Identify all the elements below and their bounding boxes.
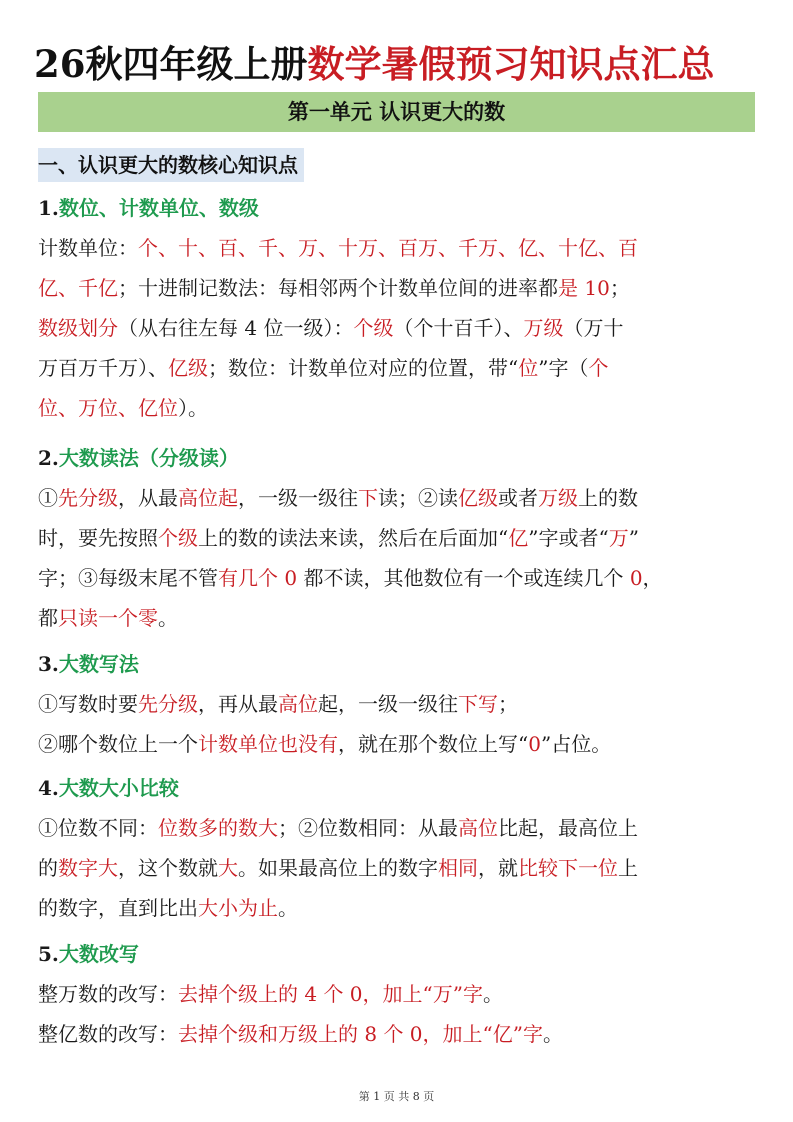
text-span: ）。	[178, 396, 208, 420]
text-span: ②哪个数位上一个	[38, 732, 198, 756]
point-5-line-2	[38, 1014, 758, 1054]
text-span: 先分级	[138, 692, 198, 716]
point-2-line-2	[38, 518, 758, 558]
text-span: 数字大	[58, 856, 118, 880]
text-span: 整亿数的改写：	[38, 1022, 178, 1046]
point-1-line-4	[38, 348, 758, 388]
point-2	[38, 438, 758, 638]
text-span: 字；③每级末尾不管	[38, 566, 218, 590]
unit-title-bar: 第一单元 认识更大的数	[38, 92, 755, 132]
text-span: 高位	[458, 816, 498, 840]
page-footer: 第 1 页 共 8 页	[358, 1090, 435, 1103]
point-3	[38, 644, 758, 764]
point-4-line-1	[38, 808, 758, 848]
text-span: 比起，最高位上	[498, 816, 638, 840]
text-span: 亿	[508, 526, 529, 550]
text-span: ，这个数就	[118, 856, 218, 880]
text-span: 位	[518, 356, 539, 380]
text-span: 大数大小比较	[58, 776, 179, 800]
text-span: 高位	[278, 692, 318, 716]
text-span: 大	[218, 856, 238, 880]
point-3-heading	[38, 644, 758, 684]
text-span: ，	[642, 566, 663, 590]
title-part-subject: 数学暑假预习知识点汇总	[307, 42, 715, 86]
text-span: 是 10	[558, 276, 610, 300]
point-1-heading	[38, 188, 758, 228]
text-span: 大数读法（分级读）	[58, 446, 239, 470]
text-span: 计数单位：	[38, 236, 138, 260]
point-3-line-2	[38, 724, 758, 764]
text-span: ，从最	[118, 486, 178, 510]
text-span: 3.	[38, 652, 59, 676]
text-span: 起，一级一级往	[318, 692, 458, 716]
text-span: 读；②读	[378, 486, 458, 510]
text-span: ①写数时要	[38, 692, 138, 716]
point-2-heading	[38, 438, 758, 478]
text-span: 万百万千万）、	[38, 356, 168, 380]
text-span: ，再从最	[198, 692, 278, 716]
text-span: 个级	[158, 526, 198, 550]
text-span: 位数多的数大	[158, 816, 278, 840]
point-5-line-1	[38, 974, 758, 1014]
text-span: 去掉个级上的 4 个 0，加上“万”字	[178, 982, 483, 1006]
text-span: ，就在那个数位上写“	[338, 732, 529, 756]
text-span: ；数位：计数单位对应的位置，带“	[208, 356, 519, 380]
title-part-grade: 26秋四年级上册	[34, 42, 308, 86]
text-span: 上的数	[578, 486, 638, 510]
text-span: 大小为止	[198, 896, 278, 920]
text-span: 只读一个零	[58, 606, 158, 630]
text-span: 去掉个级和万级上的 8 个 0，加上“亿”字	[178, 1022, 543, 1046]
point-5	[38, 934, 758, 1054]
text-span: ①位数不同：	[38, 816, 158, 840]
text-span: 都	[38, 606, 58, 630]
text-span: 。	[542, 1022, 563, 1046]
point-2-line-1	[38, 478, 758, 518]
text-span: ”	[628, 526, 639, 550]
point-5-heading	[38, 934, 758, 974]
text-span: 万级	[523, 316, 564, 340]
text-span: ”占位。	[540, 732, 612, 756]
text-span: 。	[158, 606, 178, 630]
text-span: 上	[618, 856, 638, 880]
text-span: ；	[498, 692, 518, 716]
text-span: 有几个 0	[218, 566, 298, 590]
text-span: 4.	[38, 776, 59, 800]
text-span: 先分级	[58, 486, 118, 510]
point-4-heading	[38, 768, 758, 808]
point-1-line-2	[38, 268, 758, 308]
text-span: 比较下一位	[518, 856, 618, 880]
text-span: ；十进制记数法：每相邻两个计数单位间的进率都	[118, 276, 558, 300]
point-1-line-5	[38, 388, 758, 428]
text-span: 位、万位、亿位	[38, 396, 178, 420]
text-span: 高位起	[178, 486, 238, 510]
text-span: ；	[609, 276, 630, 300]
text-span: 个级	[353, 316, 394, 340]
text-span: 个	[588, 356, 609, 380]
point-2-line-3	[38, 558, 758, 598]
text-span: ，就	[478, 856, 518, 880]
text-span: ①	[38, 486, 58, 510]
text-span: 下写	[458, 692, 498, 716]
text-span: 。如果最高位上的数字	[238, 856, 438, 880]
text-span: 相同	[438, 856, 478, 880]
point-3-line-1	[38, 684, 758, 724]
page-title	[34, 38, 764, 90]
text-span: 大数改写	[58, 942, 139, 966]
text-span: （个十百千）、	[393, 316, 524, 340]
text-span: 5.	[38, 942, 59, 966]
text-span: 上的数的读法来读，然后在后面加“	[198, 526, 509, 550]
point-4-line-2	[38, 848, 758, 888]
text-span: 。	[482, 982, 503, 1006]
point-1-line-1	[38, 228, 758, 268]
text-span: ”字（	[538, 356, 589, 380]
text-span: 2.	[38, 446, 59, 470]
text-span: ；②位数相同：从最	[278, 816, 458, 840]
section-heading: 一、认识更大的数核心知识点	[38, 148, 304, 182]
text-span: ，一级一级往	[238, 486, 358, 510]
text-span: 0	[528, 732, 541, 756]
text-span: 亿、千亿	[38, 276, 118, 300]
text-span: 计数单位也没有	[198, 732, 338, 756]
text-span: （万十	[563, 316, 624, 340]
point-4	[38, 768, 758, 928]
text-span: 整万数的改写：	[38, 982, 178, 1006]
text-span: （从右往左每 4 位一级）：	[118, 316, 354, 340]
text-span: 大数写法	[58, 652, 139, 676]
text-span: 亿级	[168, 356, 208, 380]
text-span: 个、十、百、千、万、十万、百万、千万、亿、十亿、百	[138, 236, 638, 260]
text-span: 下	[358, 486, 378, 510]
point-4-line-3	[38, 888, 758, 928]
text-span: 亿级	[458, 486, 498, 510]
text-span: 都不读，其他数位有一个或连续几个	[297, 566, 630, 590]
text-span: 的	[38, 856, 58, 880]
text-span: ”字或者“	[528, 526, 609, 550]
point-2-line-4	[38, 598, 758, 638]
text-span: 万	[608, 526, 629, 550]
text-span: 时，要先按照	[38, 526, 158, 550]
text-span: 万级	[538, 486, 578, 510]
text-span: 1.	[38, 196, 59, 220]
text-span: 或者	[498, 486, 538, 510]
text-span: 数级划分	[38, 316, 118, 340]
text-span: 0	[629, 566, 643, 590]
point-1	[38, 188, 758, 428]
text-span: 数位、计数单位、数级	[58, 196, 259, 220]
text-span: 的数字，直到比出	[38, 896, 198, 920]
point-1-line-3	[38, 308, 758, 348]
text-span: 。	[278, 896, 298, 920]
